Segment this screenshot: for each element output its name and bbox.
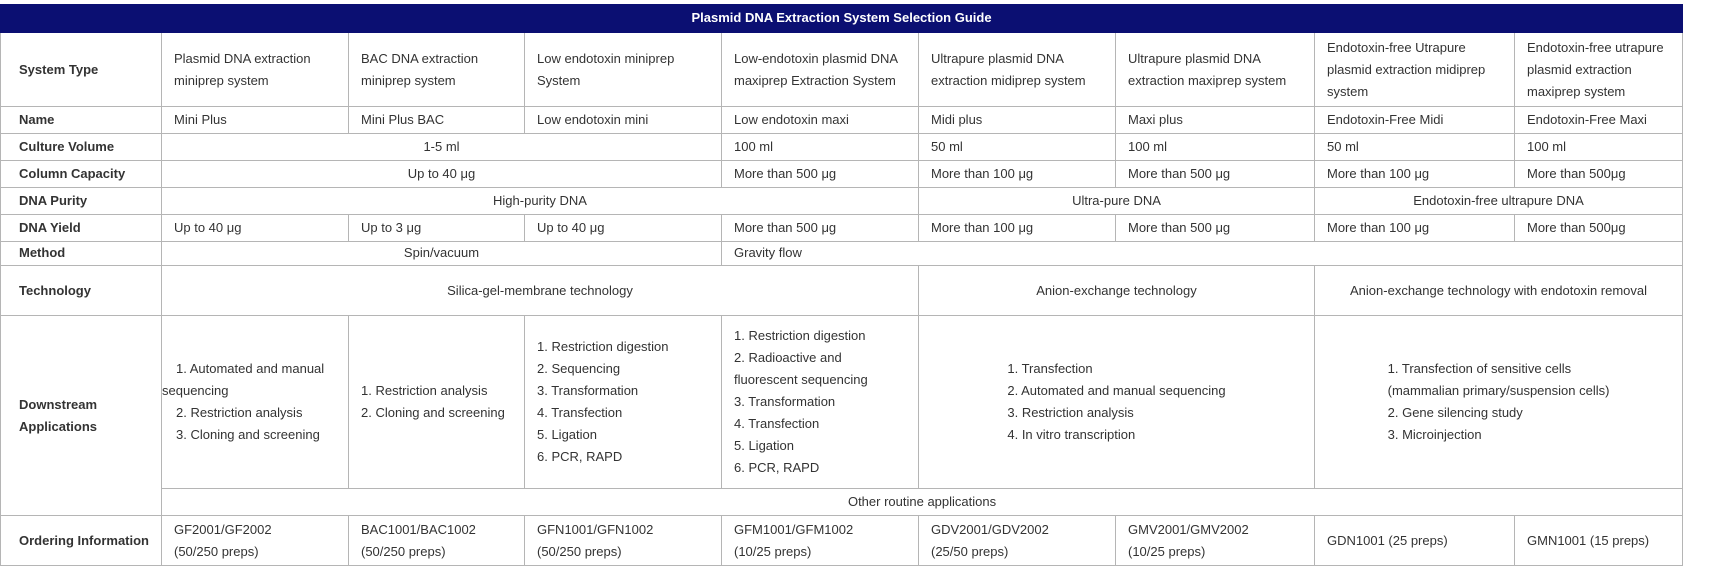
list-item: 1. Restriction analysis	[361, 383, 488, 399]
list-item: (mammalian primary/suspension cells)	[1387, 383, 1610, 399]
table-cell: More than 500μg	[1515, 214, 1683, 241]
application-list	[1007, 358, 1225, 446]
list-item: 5. Ligation	[734, 438, 794, 454]
list-item: 4. Transfection	[734, 416, 820, 432]
list-item: 3. Microinjection	[1387, 427, 1482, 443]
list-item: 3. Transformation	[734, 394, 836, 410]
pack-size: (50/250 preps)	[361, 543, 446, 559]
table-cell	[1116, 516, 1315, 566]
table-cell	[349, 315, 525, 489]
row-dna-purity	[1, 187, 1683, 214]
list-item: 6. PCR, RAPD	[734, 460, 820, 476]
catalog-number: GFN1001/GFN1002	[537, 521, 654, 537]
table-cell: BAC DNA extraction miniprep system	[349, 32, 525, 106]
table-cell	[1515, 516, 1683, 566]
table-cell: Gravity flow	[722, 241, 1683, 266]
row-technology	[1, 266, 1683, 316]
row-downstream	[1, 315, 1683, 489]
pack-size: (10/25 preps)	[734, 543, 812, 559]
table-cell	[1315, 516, 1515, 566]
selection-guide-table	[0, 4, 1683, 566]
pack-size: (50/250 preps)	[174, 543, 259, 559]
table-cell	[162, 315, 349, 489]
table-cell	[1315, 315, 1683, 489]
row-ordering	[1, 516, 1683, 566]
row-dna-yield	[1, 214, 1683, 241]
table-cell: Up to 3 μg	[349, 214, 525, 241]
application-list	[361, 380, 512, 424]
row-header: System Type	[1, 32, 162, 106]
table-cell: More than 100 μg	[1315, 214, 1515, 241]
table-cell: Low endotoxin miniprep System	[525, 32, 722, 106]
table-cell: More than 500 μg	[722, 160, 919, 187]
list-item: 1. Restriction digestion	[734, 328, 866, 344]
application-list	[734, 325, 906, 479]
row-culture-volume	[1, 134, 1683, 161]
application-list	[162, 358, 336, 446]
list-item: 5. Ligation	[537, 427, 597, 443]
table-cell: Up to 40 μg	[162, 214, 349, 241]
row-header: Method	[1, 241, 162, 266]
selection-guide	[0, 4, 1682, 566]
catalog-number: GDV2001/GDV2002	[931, 521, 1049, 537]
title-row	[1, 5, 1683, 33]
list-item: fluorescent sequencing	[734, 372, 868, 388]
table-cell: Other routine applications	[162, 489, 1683, 516]
list-item: 2. Gene silencing study	[1387, 405, 1523, 421]
table-cell: High-purity DNA	[162, 187, 919, 214]
table-cell: Endotoxin-free Utrapure plasmid extraction midiprep system	[1315, 32, 1515, 106]
row-header: Downstream Applications	[1, 315, 162, 515]
table-cell: Midi plus	[919, 107, 1116, 134]
table-cell: Ultrapure plasmid DNA extraction maxiprep system	[1116, 32, 1315, 106]
table-cell: 100 ml	[722, 134, 919, 161]
catalog-number: GFM1001/GFM1002	[734, 521, 854, 537]
list-item: 4. Transfection	[537, 405, 623, 421]
table-cell: More than 500μg	[1515, 160, 1683, 187]
row-header: DNA Purity	[1, 187, 162, 214]
row-other-applications	[1, 489, 1683, 516]
table-cell: Endotoxin-Free Maxi	[1515, 107, 1683, 134]
application-list	[1388, 358, 1610, 446]
table-cell: 100 ml	[1515, 134, 1683, 161]
table-cell	[722, 516, 919, 566]
table-title: Plasmid DNA Extraction System Selection Guide	[1, 5, 1683, 33]
list-item: 2. Restriction analysis	[176, 405, 303, 421]
table-cell	[919, 315, 1315, 489]
list-item: 3. Cloning and screening	[176, 427, 320, 443]
table-cell	[722, 315, 919, 489]
table-cell: Ultrapure plasmid DNA extraction midiprep system	[919, 32, 1116, 106]
catalog-number: GF2001/GF2002	[174, 521, 272, 537]
table-cell: More than 500 μg	[1116, 160, 1315, 187]
table-cell: More than 100 μg	[919, 160, 1116, 187]
table-cell: Low-endotoxin plasmid DNA maxiprep Extraction System	[722, 32, 919, 106]
application-list	[537, 336, 709, 468]
table-cell: Anion-exchange technology	[919, 266, 1315, 316]
list-item: 1. Transfection of sensitive cells	[1387, 361, 1572, 377]
catalog-number: GMV2001/GMV2002	[1128, 521, 1249, 537]
catalog-number: GMN1001 (15 preps)	[1527, 532, 1650, 548]
table-cell: 1-5 ml	[162, 134, 722, 161]
table-cell: Endotoxin-free ultrapure DNA	[1315, 187, 1683, 214]
table-cell: Low endotoxin mini	[525, 107, 722, 134]
table-cell: Endotoxin-free utrapure plasmid extraction maxiprep system	[1515, 32, 1683, 106]
table-cell: Up to 40 μg	[162, 160, 722, 187]
list-item: 3. Restriction analysis	[1007, 405, 1134, 421]
list-item: 2. Cloning and screening	[361, 405, 505, 421]
table-cell	[525, 516, 722, 566]
table-cell: Up to 40 μg	[525, 214, 722, 241]
list-item: 6. PCR, RAPD	[537, 449, 623, 465]
row-header: Ordering Information	[1, 516, 162, 566]
list-item: 2. Automated and manual sequencing	[1007, 383, 1226, 399]
table-cell: 50 ml	[919, 134, 1116, 161]
table-cell: More than 500 μg	[1116, 214, 1315, 241]
list-item: 4. In vitro transcription	[1007, 427, 1136, 443]
table-cell: Ultra-pure DNA	[919, 187, 1315, 214]
table-cell: Mini Plus BAC	[349, 107, 525, 134]
table-cell: 100 ml	[1116, 134, 1315, 161]
table-cell: More than 100 μg	[1315, 160, 1515, 187]
table-cell: Maxi plus	[1116, 107, 1315, 134]
list-item: 1. Automated and manual	[176, 361, 325, 377]
row-header: Name	[1, 107, 162, 134]
table-cell	[919, 516, 1116, 566]
row-method	[1, 241, 1683, 266]
pack-size: (10/25 preps)	[1128, 543, 1206, 559]
row-header: Technology	[1, 266, 162, 316]
table-cell	[162, 516, 349, 566]
table-cell: Anion-exchange technology with endotoxin removal	[1315, 266, 1683, 316]
row-header: Column Capacity	[1, 160, 162, 187]
pack-size: (50/250 preps)	[537, 543, 622, 559]
table-cell: Mini Plus	[162, 107, 349, 134]
table-cell	[349, 516, 525, 566]
table-cell: Silica-gel-membrane technology	[162, 266, 919, 316]
row-system-type	[1, 32, 1683, 106]
table-cell: More than 100 μg	[919, 214, 1116, 241]
table-cell: Low endotoxin maxi	[722, 107, 919, 134]
table-cell	[525, 315, 722, 489]
list-item: 3. Transformation	[537, 383, 639, 399]
list-item: 1. Transfection	[1007, 361, 1093, 377]
table-cell: Plasmid DNA extraction miniprep system	[162, 32, 349, 106]
list-item: 2. Sequencing	[537, 361, 621, 377]
pack-size: (25/50 preps)	[931, 543, 1009, 559]
row-header: DNA Yield	[1, 214, 162, 241]
list-item: 2. Radioactive and	[734, 350, 842, 366]
row-header: Culture Volume	[1, 134, 162, 161]
table-cell: 50 ml	[1315, 134, 1515, 161]
row-column-capacity	[1, 160, 1683, 187]
table-cell: More than 500 μg	[722, 214, 919, 241]
catalog-number: BAC1001/BAC1002	[361, 521, 476, 537]
row-name	[1, 107, 1683, 134]
catalog-number: GDN1001 (25 preps)	[1327, 532, 1448, 548]
table-cell: Endotoxin-Free Midi	[1315, 107, 1515, 134]
table-cell: Spin/vacuum	[162, 241, 722, 266]
list-item: sequencing	[162, 383, 229, 399]
list-item: 1. Restriction digestion	[537, 339, 669, 355]
